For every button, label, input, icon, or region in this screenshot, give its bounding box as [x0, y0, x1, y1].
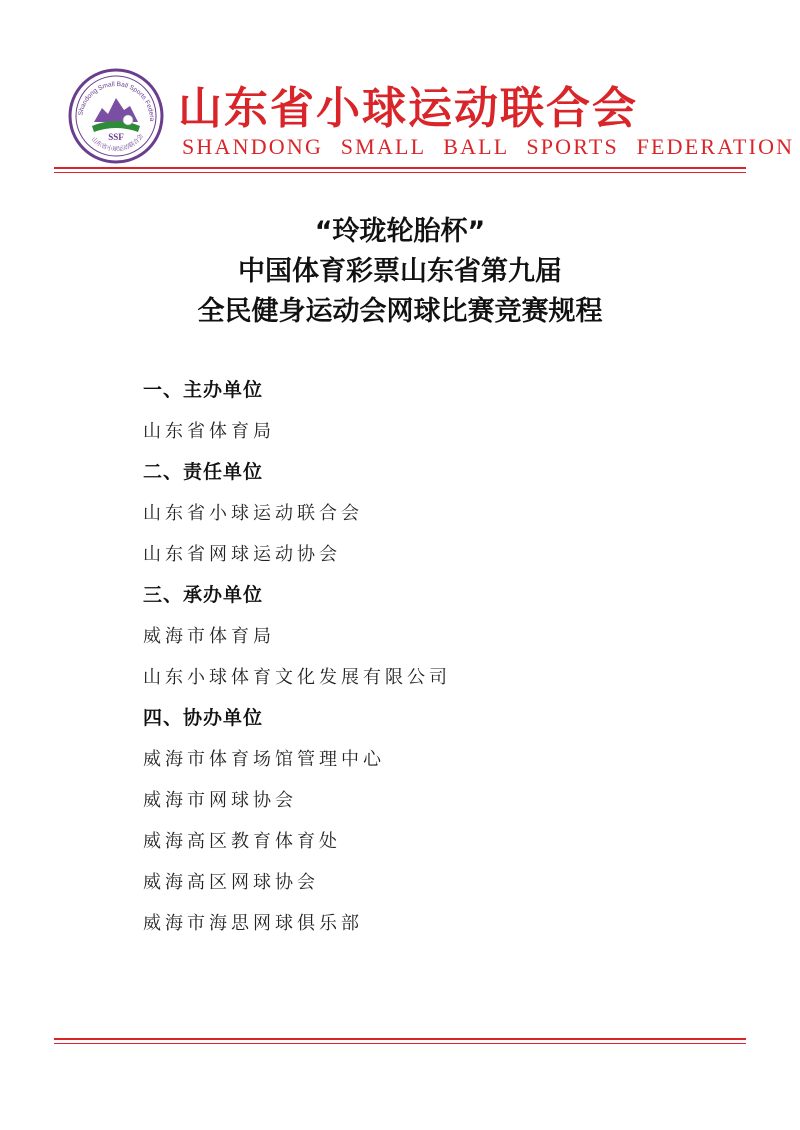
- host-item: 威海市体育局: [143, 626, 275, 647]
- responsible-item: 山东省网球运动协会: [143, 544, 341, 565]
- title-line-1: “玲珑轮胎杯”: [314, 216, 486, 247]
- logo-bottom-text: 山东省小球运动联合会: [89, 132, 145, 153]
- host-item: 山东小球体育文化发展有限公司: [143, 667, 451, 688]
- section-heading-co-organizer: 四、协办单位: [143, 707, 264, 729]
- header-divider: [54, 167, 746, 169]
- co-organizer-item: 威海高区网球协会: [143, 872, 319, 893]
- header-divider-thin: [54, 172, 746, 173]
- logo-initials: SSF: [108, 132, 124, 142]
- document-body: [143, 370, 703, 944]
- section-heading-organizer: 一、主办单位: [143, 379, 264, 401]
- organizer-item: 山东省体育局: [143, 421, 275, 442]
- co-organizer-item: 威海高区教育体育处: [143, 831, 341, 852]
- org-name-en: SHANDONG SMALL BALL SPORTS FEDERATION: [182, 134, 795, 159]
- document-title: [0, 212, 800, 332]
- footer-divider-thin: [54, 1043, 746, 1044]
- responsible-item: 山东省小球运动联合会: [143, 503, 363, 524]
- co-organizer-item: 威海市海思网球俱乐部: [143, 913, 363, 934]
- org-name-cn: 山东省小球运动联合会: [178, 83, 638, 134]
- logo-ring-text: Shandong Small Ball Sports Federa: [77, 80, 156, 122]
- section-heading-responsible: 二、责任单位: [143, 461, 264, 483]
- federation-emblem-icon: [68, 68, 164, 164]
- footer-divider: [54, 1038, 746, 1040]
- title-line-3: 全民健身运动会网球比赛竞赛规程: [197, 296, 603, 327]
- title-line-2: 中国体育彩票山东省第九届: [238, 256, 562, 287]
- letterhead: [54, 68, 795, 168]
- section-heading-host: 三、承办单位: [143, 584, 264, 606]
- co-organizer-item: 威海市体育场馆管理中心: [143, 749, 385, 770]
- co-organizer-item: 威海市网球协会: [143, 790, 297, 811]
